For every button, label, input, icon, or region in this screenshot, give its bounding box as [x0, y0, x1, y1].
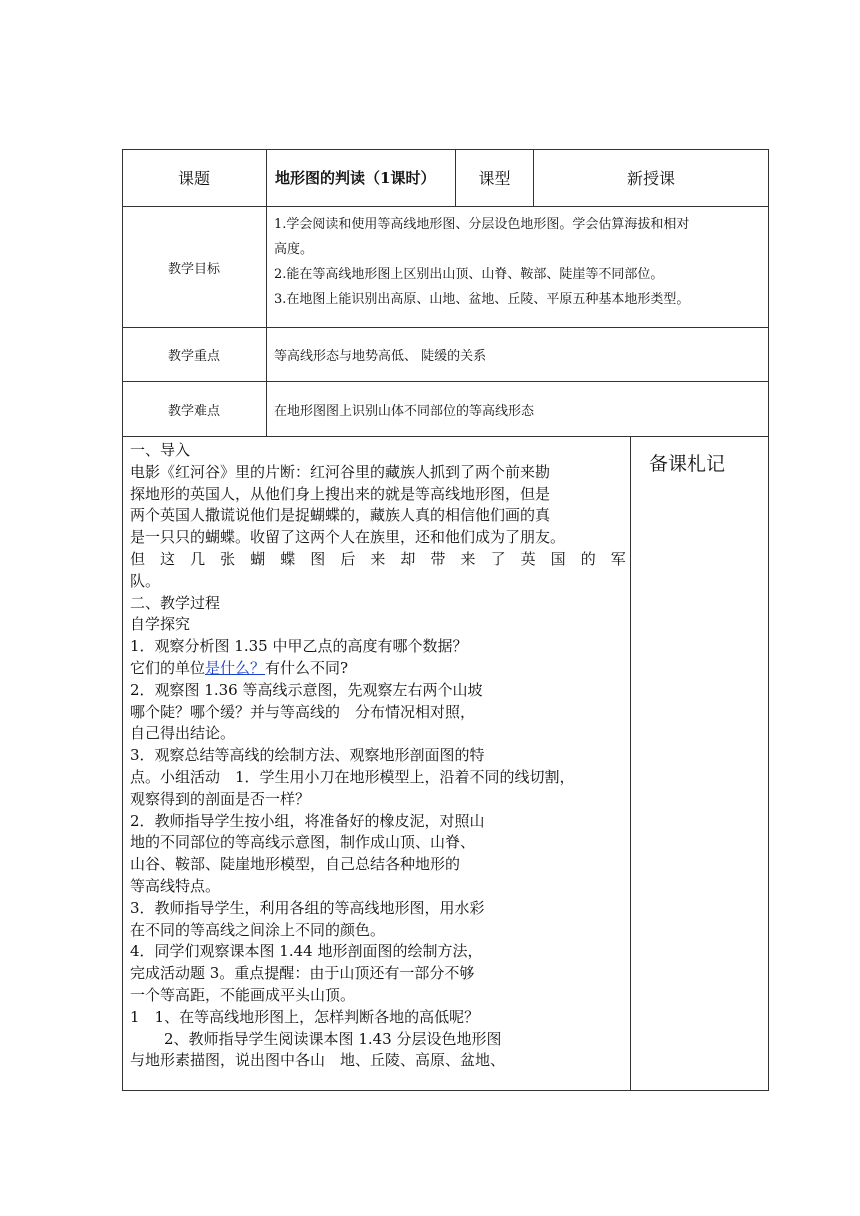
- body-line: 探地形的英国人，从他们身上搜出来的就是等高线地形图，但是: [130, 484, 551, 503]
- type-value: 新授课: [626, 169, 675, 188]
- body-line: 队。: [130, 571, 161, 590]
- body-line: 地的不同部位的等高线示意图，制作成山顶、山脊、: [130, 833, 476, 852]
- body-text-span: 它们的单位: [130, 658, 206, 677]
- goal-line: 3.在地图上能识别出高原、山地、盆地、丘陵、平原五种基本地形类型。: [274, 292, 690, 307]
- focus-label: 教学重点: [167, 349, 220, 364]
- body-char: 的: [580, 549, 596, 568]
- body-line: 4．同学们观察课本图 1.44 地形剖面图的绘制方法，: [130, 942, 483, 961]
- body-line: 2、教师指导学生阅读课本图 1.43 分层设色地形图: [164, 1029, 502, 1048]
- body-char: 图: [310, 549, 326, 568]
- section-heading-intro: 一、导入: [130, 441, 191, 459]
- body-char: 蝶: [280, 549, 296, 568]
- goal-line: 高度。: [274, 242, 314, 257]
- focus-value: 等高线形态与地势高低、 陡缓的关系: [274, 349, 487, 364]
- body-line-justified: [130, 549, 626, 571]
- notes-label: 备课札记: [649, 453, 726, 475]
- body-char: 几: [190, 549, 206, 568]
- inline-link[interactable]: 是什么？: [205, 658, 266, 677]
- lesson-body: [130, 440, 626, 1072]
- body-line: 3．观察总结等高线的绘制方法、观察地形剖面图的特: [130, 746, 485, 765]
- body-line: 自己得出结论。: [130, 724, 236, 743]
- goals-list: [274, 212, 764, 312]
- body-char: 后: [340, 549, 356, 568]
- table-border-right: [768, 149, 769, 1091]
- body-char: 却: [400, 549, 416, 568]
- body-char: 来: [460, 549, 476, 568]
- goal-line: 1.学会阅读和使用等高线地形图、分层设色地形图。学会估算海拔和相对: [274, 217, 690, 232]
- table-rule-4: [122, 436, 769, 437]
- body-line: 是一只只的蝴蝶。收留了这两个人在族里，还和他们成为了朋友。: [130, 528, 566, 547]
- label-column-divider: [266, 149, 267, 437]
- goal-line: 2.能在等高线地形图上区别出山顶、山脊、鞍部、陡崖等不同部位。: [274, 267, 664, 282]
- body-char: 这: [160, 549, 176, 568]
- body-line: 在不同的等高线之间涂上不同的颜色。: [130, 920, 386, 939]
- body-line: 两个英国人撒谎说他们是捉蝴蝶的，藏族人真的相信他们画的真: [130, 506, 551, 525]
- goals-label: 教学目标: [167, 261, 220, 277]
- body-line: 3．教师指导学生，利用各组的等高线地形图，用水彩: [130, 898, 485, 917]
- body-line: 电影《红河谷》里的片断：红河谷里的藏族人抓到了两个前来勘: [130, 462, 551, 481]
- topic-value: 地形图的判读（1课时）: [275, 169, 436, 187]
- notes-column-divider: [630, 436, 631, 1091]
- difficulty-value: 在地形图图上识别山体不同部位的等高线形态: [274, 403, 535, 419]
- body-line: 一个等高距，不能画成平头山顶。: [130, 985, 356, 1004]
- subheading-self-study: 自学探究: [130, 615, 191, 634]
- body-char: 张: [220, 549, 236, 568]
- body-line: 2．观察图 1.36 等高线示意图，先观察左右两个山坡: [130, 680, 483, 699]
- body-line: 完成活动题 3。重点提醒：由于山顶还有一部分不够: [130, 964, 475, 983]
- body-char: 了: [490, 549, 506, 568]
- topic-label: 课题: [177, 169, 210, 188]
- body-text-span: 有什么不同?: [265, 658, 349, 677]
- body-line: 1．观察分析图 1.35 中甲乙点的高度有哪个数据？: [130, 637, 468, 656]
- difficulty-label: 教学难点: [167, 403, 220, 419]
- body-char: 军: [610, 549, 626, 568]
- body-line: 点。小组活动 1．学生用小刀在地形模型上，沿着不同的线切割，: [130, 767, 575, 786]
- body-line: 2．教师指导学生按小组，将准备好的橡皮泥，对照山: [130, 811, 485, 830]
- body-line: 1 1、在等高线地形图上，怎样判断各地的高低呢？: [130, 1007, 480, 1026]
- body-char: 带: [430, 549, 446, 568]
- section-heading-process: 二、教学过程: [130, 593, 221, 612]
- body-char: 来: [370, 549, 386, 568]
- body-line: [130, 658, 626, 680]
- body-line: 等高线特点。: [130, 876, 221, 895]
- body-line: 哪个陡？哪个缓？并与等高线的 分布情况相对照，: [130, 702, 476, 721]
- table-border-bottom: [122, 1090, 769, 1091]
- body-char: 蝴: [250, 549, 266, 568]
- body-char: 但: [130, 549, 146, 568]
- type-label: 课型: [478, 169, 511, 188]
- body-line: 观察得到的剖面是否一样？: [130, 789, 311, 808]
- body-line: 与地形素描图，说出图中各山 地、丘陵、高原、盆地、: [130, 1051, 506, 1070]
- body-char: 英: [520, 549, 536, 568]
- body-char: 国: [550, 549, 566, 568]
- body-line: 山谷、鞍部、陡崖地形模型，自己总结各种地形的: [130, 855, 461, 874]
